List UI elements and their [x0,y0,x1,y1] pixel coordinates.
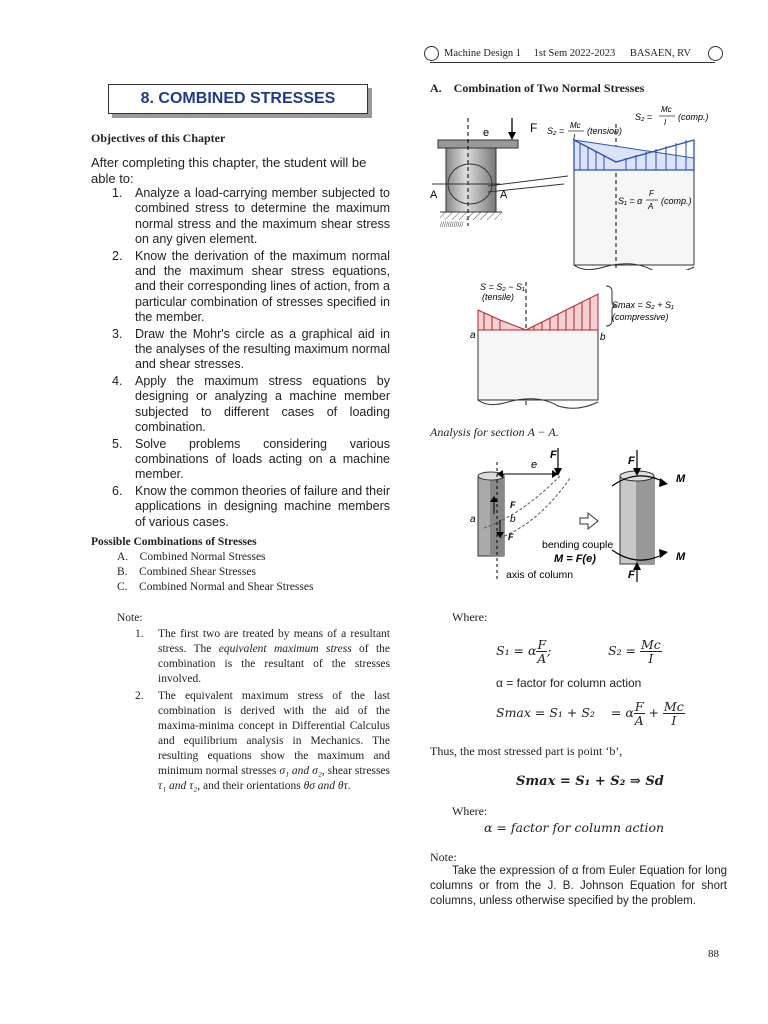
fig2-point-b: b [600,332,606,343]
fig1-comp-label: (comp.) [678,112,709,122]
fig3-f-mid: F [510,500,516,510]
eq-final: Smax = S₁ + S₂ ⇒ Sd [516,774,664,789]
note-right-label: Note: [430,850,457,864]
header-semester: 1st Sem 2022-2023 [533,48,616,59]
eq-s1-tail: ; [547,643,552,658]
eq-s2-num: Mc [641,637,661,652]
fig1-a-right: A [500,189,508,201]
analysis-label: Analysis for section A − A. [430,425,559,439]
college-seal-icon [708,46,723,61]
fig3-moment-eq: M = F(e) [554,553,596,565]
fig3-point-a: a [470,514,476,525]
eq-smax-mid: = α [610,705,634,720]
figure-bending-couple [470,448,700,588]
chapter-title-box [108,84,368,114]
combination-item: C. Combined Normal and Shear Stresses [117,581,314,593]
fig3-axis-label: axis of column [506,569,574,581]
objective-item [112,437,390,483]
note-math: θσ and θτ [303,780,348,792]
fig1-s2-right-den: I [664,118,667,127]
where-label: Where: [452,610,488,624]
section-a-heading: A. Combination of Two Normal Stresses [430,81,645,95]
fig2-compressive: (compressive) [612,312,669,322]
objective-item [112,374,390,436]
thus-text: Thus, the most stressed part is point ‘b’, [430,744,623,758]
fig1-s2-den: I [573,133,576,142]
objective-number: 2. [112,248,123,263]
combination-item: B. Combined Shear Stresses [117,566,256,578]
fig3-f-right-bottom: F [628,569,635,581]
objectives-heading: Objectives of this Chapter [91,131,226,145]
eq-smax-den1: A [634,713,644,728]
fig3-e-label: e [531,459,538,471]
eq-s2 [608,638,662,665]
fig3-m-bottom: M [676,551,686,563]
combination-item: A. Combined Normal Stresses [117,551,266,563]
fig1-s2-num: Mc [570,121,581,130]
objective-text: Know the common theories of failure and their applications in designing machine members of various cases. [135,483,390,529]
fig1-s2-label: S₂ = [547,126,565,136]
objective-item [112,327,390,373]
objective-number: 5. [112,436,123,451]
note-text: The first two are treated by means of a resultant stress. The [158,628,390,655]
fig3-couple-label: bending couple [542,539,614,551]
eq-smax-plus: + [644,705,663,720]
fig1-s2-right-num: Mc [661,105,672,114]
header-course: Machine Design 1 [444,48,521,59]
note-text: . [347,780,351,792]
note-list [135,627,390,796]
fig2-smax: Smax = S₂ + S₁ [612,300,674,310]
fig1-s2-right-label: S₂ = [635,112,653,122]
eq-smax [496,700,685,727]
eq-s1 [496,638,551,665]
objective-number: 6. [112,483,123,498]
possible-combinations-heading: Possible Combinations of Stresses [91,536,257,548]
combinations-list [117,550,313,595]
objective-item [112,484,390,530]
objective-text: Solve problems considering various combinations of loads acting on a machine member. [135,436,390,482]
eq-s1-num: F [537,637,547,652]
fig3-m-top: M [676,473,686,485]
eq-alpha: α = factor for column action [496,676,642,690]
note-text: , and their orientations [197,780,304,792]
where-label-2: Where: [452,804,488,818]
note-text: of the combination is the resultant of the stresses involved. [158,643,390,685]
note-text: The equivalent maximum stress of the last combination is derived with the aid of the maxima-minima concept in Differential Calculus and equilibrium analysis in Mechanics. The resulting equations show the maximum and minimum normal stresses [158,690,390,777]
page-number: 88 [708,948,719,960]
fig2-s-diff: S = S₂ − S₁ [480,282,525,292]
figure-resultant-stress [430,278,730,413]
fig1-s1-label: S₁ = α [618,196,643,206]
chapter-title: 8. COMBINED STRESSES [140,90,336,107]
fig1-ground-hatch: //////////// [440,222,464,229]
objective-item [112,249,390,326]
objectives-intro: After completing this chapter, the student will be able to: [91,155,367,186]
eq-s1-lhs: S₁ = α [496,643,537,658]
fig3-f-low: F [508,532,514,542]
eq-s2-lhs: S₂ = [608,643,640,658]
fig2-tensile: (tensile) [482,292,515,302]
objective-text: Know the derivation of the maximum normal and the maximum shear stress equations, and their corresponding lines of action, from a particular combination of stresses specified in the member. [135,248,390,325]
eq-alpha-2: α = factor for column action [484,820,665,835]
objective-number: 3. [112,326,123,341]
objective-number: 1. [112,186,123,200]
objective-number: 4. [112,373,123,388]
eq-smax-lhs: Smax = S₁ + S₂ [496,705,595,720]
note-right-text: Take the expression of α from Euler Equation for long columns or from the J. B. Johnson Equation for short columns, unless otherwise specified by the problem. [430,865,727,907]
eq-s2-den: I [648,651,654,666]
objectives-list [112,186,390,531]
eq-smax-num2: Mc [663,699,684,714]
note-item [135,689,390,794]
note-label: Note: [117,612,143,624]
header-author: BASAEN, RV [629,48,691,59]
note-emphasis: equivalent maximum stress [218,643,352,655]
note-math: σ₁ and σ₂ [279,765,322,777]
eq-smax-den2: I [671,713,677,728]
objective-item [112,186,390,248]
fig1-tension-label: (tension) [587,126,623,136]
objective-text: Apply the maximum stress equations by designing or analyzing a machine member subjected to different cases of loading combination. [135,373,390,435]
university-seal-icon [424,46,439,61]
fig3-point-b: b [510,514,516,525]
figure-eccentric-load [430,100,730,270]
page-header [430,48,730,59]
header-rule [430,62,715,63]
note-math: τ₁ and τ₂ [158,780,198,792]
fig1-e-label: e [483,127,490,139]
note-number: 2. [135,690,144,702]
fig2-point-a: a [470,330,476,341]
note-text: , shear stresses [321,765,390,777]
fig1-f-label: F [530,121,538,135]
objective-text: Draw the Mohr's circle as a graphical aid in the analyses of the resulting maximum normal and shear stresses. [135,326,390,372]
fig1-s1-den: A [648,202,654,211]
fig3-f-top: F [550,449,557,461]
fig1-s1-num: F [649,189,654,198]
note-number: 1. [135,628,144,640]
note-item [135,627,390,687]
fig1-s1-comp-label: (comp.) [661,196,692,206]
fig3-f-right-top: F [628,455,635,467]
eq-smax-num1: F [634,699,644,714]
eq-s1-den: A [537,651,547,666]
objective-text: Analyze a load-carrying member subjected to combined stress to determine the maximum normal stress and the maximum shear stress on any given element. [135,186,390,247]
fig1-a-left: A [430,189,438,201]
